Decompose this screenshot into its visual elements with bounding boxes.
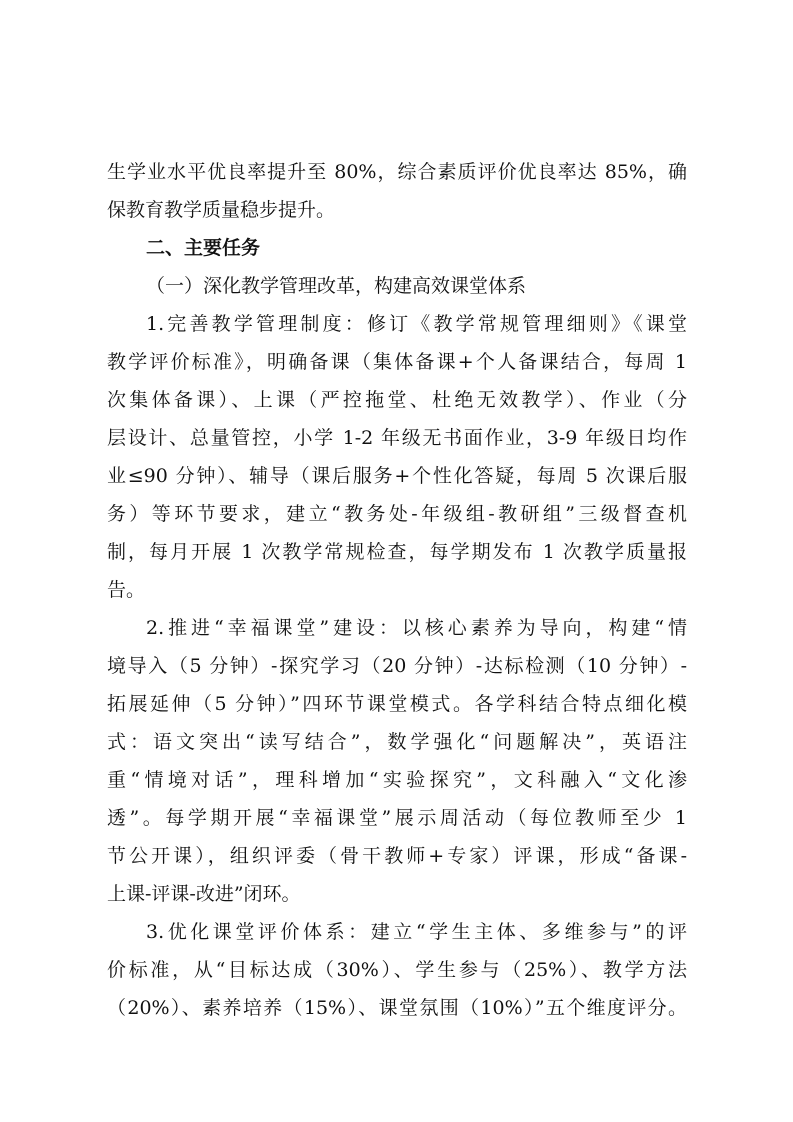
paragraph-1-line: 1.完善教学管理制度：修订《教学常规管理细则》《课堂 [146,313,687,335]
paragraph-2-line: 重“情境对话”，理科增加“实验探究”，文科融入“文化渗 [107,769,687,791]
paragraph-2-line: 境导入（5 分钟）-探究学习（20 分钟）-达标检测（10 分钟）- [107,655,687,677]
paragraph-2-line: 节公开课），组织评委（骨干教师+专家）评课，形成“备课- [107,845,687,867]
paragraph-3-line: （20%）、素养培养（15%）、课堂氛围（10%）”五个维度评分。 [107,997,687,1019]
text-line: 生学业水平优良率提升至 80%，综合素质评价优良率达 85%，确 [107,161,687,183]
paragraph-1-line: 制，每月开展 1 次教学常规检查，每学期发布 1 次教学质量报 [107,541,687,563]
paragraph-1-line: 教学评价标准》，明确备课（集体备课+个人备课结合，每周 1 [107,351,687,373]
paragraph-3-line: 价标准，从“目标达成（30%）、学生参与（25%）、教学方法 [107,959,687,981]
paragraph-1-line: 业≤90 分钟）、辅导（课后服务+个性化答疑，每周 5 次课后服 [107,465,687,487]
paragraph-2-line: 式：语文突出“读写结合”，数学强化“问题解决”，英语注 [107,731,687,753]
subsection-heading: （一）深化教学管理改革，构建高效课堂体系 [146,275,527,297]
text-line: 保教育教学质量稳步提升。 [107,199,336,221]
paragraph-1-line: 告。 [107,579,146,601]
paragraph-2-line: 透”。每学期开展“幸福课堂”展示周活动（每位教师至少 1 [107,807,687,829]
paragraph-1-line: 层设计、总量管控，小学 1-2 年级无书面作业，3-9 年级日均作 [107,427,687,449]
paragraph-2-line: 2.推进“幸福课堂”建设：以核心素养为导向，构建“情 [146,617,687,639]
paragraph-3-line: 3.优化课堂评价体系：建立“学生主体、多维参与”的评 [146,921,687,943]
paragraph-1-line: 务）等环节要求，建立“教务处-年级组-教研组”三级督查机 [107,503,687,525]
paragraph-2-line: 拓展延伸（5 分钟）”四环节课堂模式。各学科结合特点细化模 [107,693,687,715]
paragraph-1-line: 次集体备课）、上课（严控拖堂、杜绝无效教学）、作业（分 [107,389,687,411]
paragraph-2-line: 上课-评课-改进”闭环。 [107,883,301,905]
section-heading: 二、主要任务 [146,237,261,259]
